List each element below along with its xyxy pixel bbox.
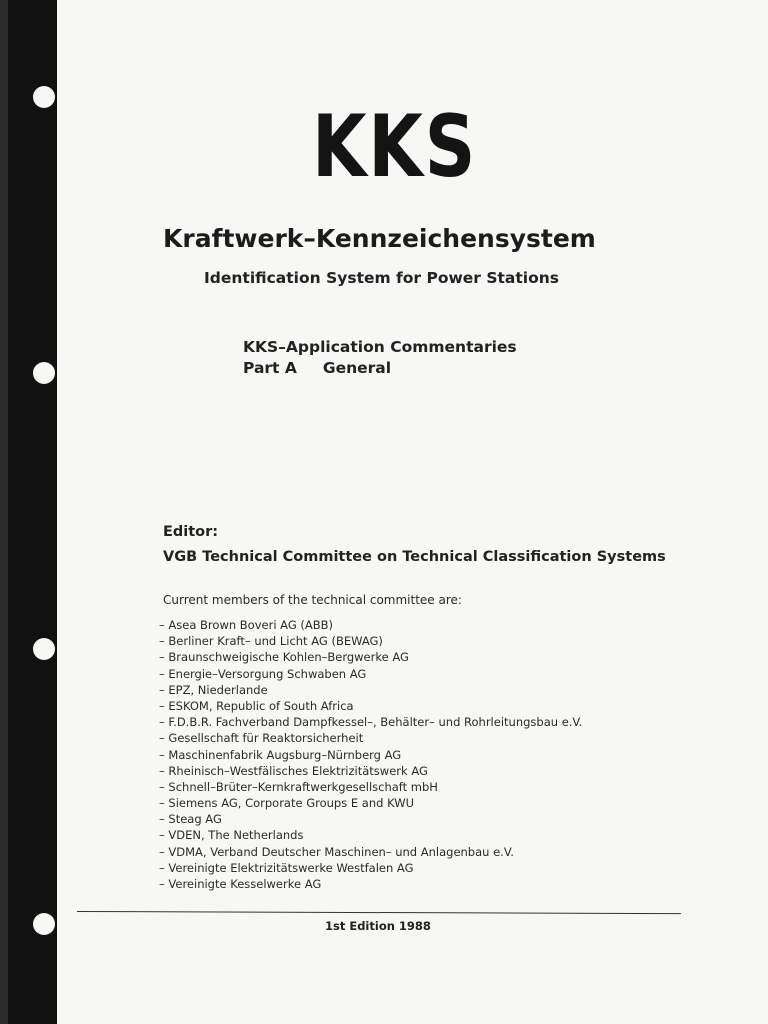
editor-label: Editor: xyxy=(163,524,219,540)
list-item: – ESKOM, Republic of South Africa xyxy=(159,698,354,713)
binder-edge xyxy=(0,0,8,1024)
members-intro: Current members of the technical committee are: xyxy=(163,593,462,607)
list-item: – Braunschweigische Kohlen–Bergwerke AG xyxy=(159,650,409,665)
page-subtitle: Identification System for Power Stations xyxy=(204,269,560,287)
punch-hole-1 xyxy=(33,86,55,108)
list-item: – Maschinenfabrik Augsburg–Nürnberg AG xyxy=(159,747,402,762)
punch-hole-4 xyxy=(33,913,55,935)
list-item: – VDMA, Verband Deutscher Maschinen– und Anlagenbau e.V. xyxy=(159,844,514,859)
list-item: – Vereinigte Kesselwerke AG xyxy=(159,877,322,891)
list-item: – Rheinisch–Westfälisches Elektrizitätswerk AG xyxy=(159,763,428,778)
punch-hole-2 xyxy=(33,362,55,384)
list-item: – Asea Brown Boveri AG (ABB) xyxy=(159,618,334,632)
list-item: – F.D.B.R. Fachverband Dampfkessel–, Behälter– und Rohrleitungsbau e.V. xyxy=(159,715,583,730)
kks-logo: KKS xyxy=(312,97,478,197)
editor-name: VGB Technical Committee on Technical Classification Systems xyxy=(163,549,666,565)
list-item: – Berliner Kraft– und Licht AG (BEWAG) xyxy=(159,634,383,649)
list-item: – Steag AG xyxy=(159,812,222,827)
binder-strip xyxy=(0,0,57,1024)
punch-hole-3 xyxy=(33,638,55,660)
list-item: – Gesellschaft für Reaktorsicherheit xyxy=(159,731,364,746)
edition-label: 1st Edition 1988 xyxy=(325,919,431,933)
list-item: – Vereinigte Elektrizitätswerke Westfalen AG xyxy=(159,860,414,875)
list-item: – Schnell–Brüter–Kernkraftwerkgesellschaft mbH xyxy=(159,779,438,794)
list-item: – EPZ, Niederlande xyxy=(159,682,268,697)
part-label: Part A xyxy=(243,359,297,377)
page-title: Kraftwerk–Kennzeichensystem xyxy=(163,224,596,253)
part-name: General xyxy=(322,359,392,377)
commentary-heading: KKS–Application Commentaries xyxy=(243,338,517,356)
footer-rule xyxy=(77,911,681,914)
list-item: – Energie–Versorgung Schwaben AG xyxy=(159,666,367,681)
list-item: – Siemens AG, Corporate Groups E and KWU xyxy=(159,796,415,811)
list-item: – VDEN, The Netherlands xyxy=(159,828,304,843)
members-list xyxy=(159,617,582,892)
part-heading xyxy=(243,359,391,377)
